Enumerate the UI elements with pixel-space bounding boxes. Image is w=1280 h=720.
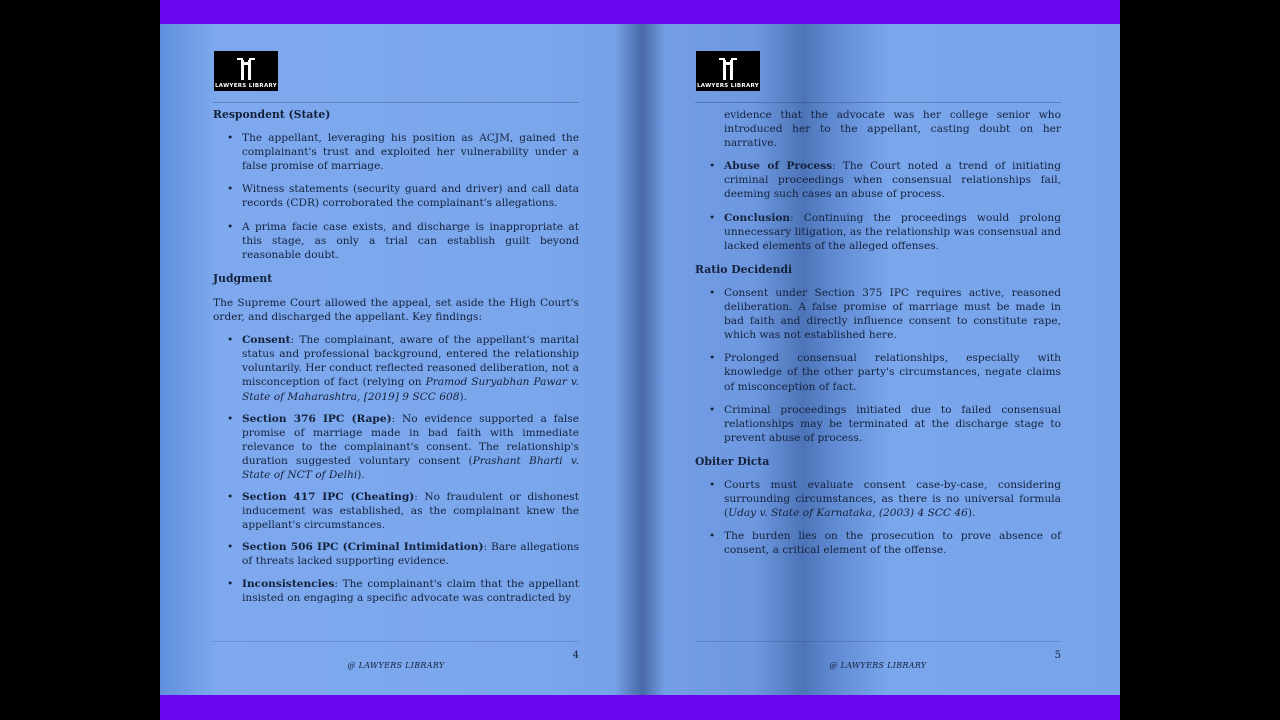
list-item: • Consent under Section 375 IPC requires active, reasoned deliberation. A false promise of marriage must be made in bad faith and directly influence consent to constitute rape, which was not established here. bbox=[724, 286, 1061, 342]
finding-item: • Abuse of Process: The Court noted a trend of initiating criminal proceedings when consensual relationships fail, deeming such cases an abuse of process. bbox=[724, 159, 1061, 201]
list-item: • Prolonged consensual relationships, especially with knowledge of the other party's circumstances, negate claims of misconception of fact. bbox=[724, 351, 1061, 393]
right-page-content bbox=[695, 108, 1061, 557]
top-frame-bar bbox=[160, 0, 1120, 24]
footer-rule bbox=[695, 641, 1061, 642]
logo-text: LAWYERS LIBRARY bbox=[214, 83, 278, 89]
findings-continued-list bbox=[695, 159, 1061, 253]
list-item: • Courts must evaluate consent case-by-case, considering surrounding circumstances, as there is no universal formula (Uday v. State of Karnataka, (2003) 4 SCC 46). bbox=[724, 478, 1061, 520]
finding-item: • Section 376 IPC (Rape): No evidence supported a false promise of marriage made in bad faith with immediate relevance to the complainant's consent. The relationship's duration suggested voluntary consent (Prashant Bharti v. State of NCT of Delhi). bbox=[242, 412, 579, 482]
page-number: 5 bbox=[1054, 650, 1061, 661]
finding-item: • Conclusion: Continuing the proceedings would prolong unnecessary litigation, as the relationship was consensual and lacked elements of the alleged offenses. bbox=[724, 211, 1061, 253]
left-page bbox=[213, 24, 579, 695]
continuation-text: evidence that the advocate was her college senior who introduced her to the appellant, casting doubt on her narrative. bbox=[724, 109, 1061, 150]
list-item: • Witness statements (security guard and driver) and call data records (CDR) corroborated the complainant's allegations. bbox=[242, 182, 579, 210]
list-item: • A prima facie case exists, and discharge is inappropriate at this stage, as only a trial can establish guilt beyond reasonable doubt. bbox=[242, 220, 579, 262]
footer-rule bbox=[213, 641, 579, 642]
obiter-list bbox=[695, 478, 1061, 557]
page-footer: @ LAWYERS LIBRARY bbox=[347, 661, 445, 670]
judgment-intro: The Supreme Court allowed the appeal, set aside the High Court's order, and discharged the appellant. Key findings: bbox=[213, 296, 579, 324]
heading-ratio-decidendi: Ratio Decidendi bbox=[695, 262, 793, 276]
left-page-content bbox=[213, 108, 579, 605]
page-number: 4 bbox=[572, 650, 579, 661]
ratio-list bbox=[695, 286, 1061, 445]
header-rule bbox=[695, 102, 1061, 103]
header-rule bbox=[213, 102, 579, 103]
heading-respondent: Respondent (State) bbox=[213, 108, 331, 121]
right-page bbox=[695, 24, 1061, 695]
finding-item: • Section 417 IPC (Cheating): No fraudulent or dishonest inducement was established, as the complainant knew the appellant's circumstances. bbox=[242, 490, 579, 532]
open-book bbox=[160, 24, 1120, 695]
findings-list bbox=[213, 333, 579, 605]
pillar-logo-icon bbox=[233, 56, 259, 82]
respondent-list bbox=[213, 131, 579, 262]
bottom-frame-bar bbox=[160, 695, 1120, 720]
pillar-logo-icon bbox=[715, 56, 741, 82]
lawyers-library-logo bbox=[696, 51, 760, 91]
heading-judgment: Judgment bbox=[213, 271, 273, 285]
finding-item: • Section 506 IPC (Criminal Intimidation): Bare allegations of threats lacked supporting evidence. bbox=[242, 540, 579, 568]
list-item: • The appellant, leveraging his position as ACJM, gained the complainant's trust and exploited her vulnerability under a false promise of marriage. bbox=[242, 131, 579, 173]
logo-text: LAWYERS LIBRARY bbox=[696, 83, 760, 89]
page-footer: @ LAWYERS LIBRARY bbox=[829, 661, 927, 670]
heading-obiter-dicta: Obiter Dicta bbox=[695, 454, 770, 468]
list-item: • Criminal proceedings initiated due to failed consensual relationships may be terminated at the discharge stage to prevent abuse of process. bbox=[724, 403, 1061, 445]
finding-item: • Consent: The complainant, aware of the appellant's marital status and professional background, entered the relationship voluntarily. Her conduct reflected reasoned deliberation, not a misconception of fact (relying on Pramod Suryabhan Pawar v. State of Maharashtra, [2019] 9 SCC 608). bbox=[242, 333, 579, 403]
list-item: • The burden lies on the prosecution to prove absence of consent, a critical element of the offense. bbox=[724, 529, 1061, 557]
book-spine bbox=[615, 24, 665, 695]
finding-item: • Inconsistencies: The complainant's claim that the appellant insisted on engaging a specific advocate was contradicted by bbox=[242, 577, 579, 605]
lawyers-library-logo bbox=[214, 51, 278, 91]
